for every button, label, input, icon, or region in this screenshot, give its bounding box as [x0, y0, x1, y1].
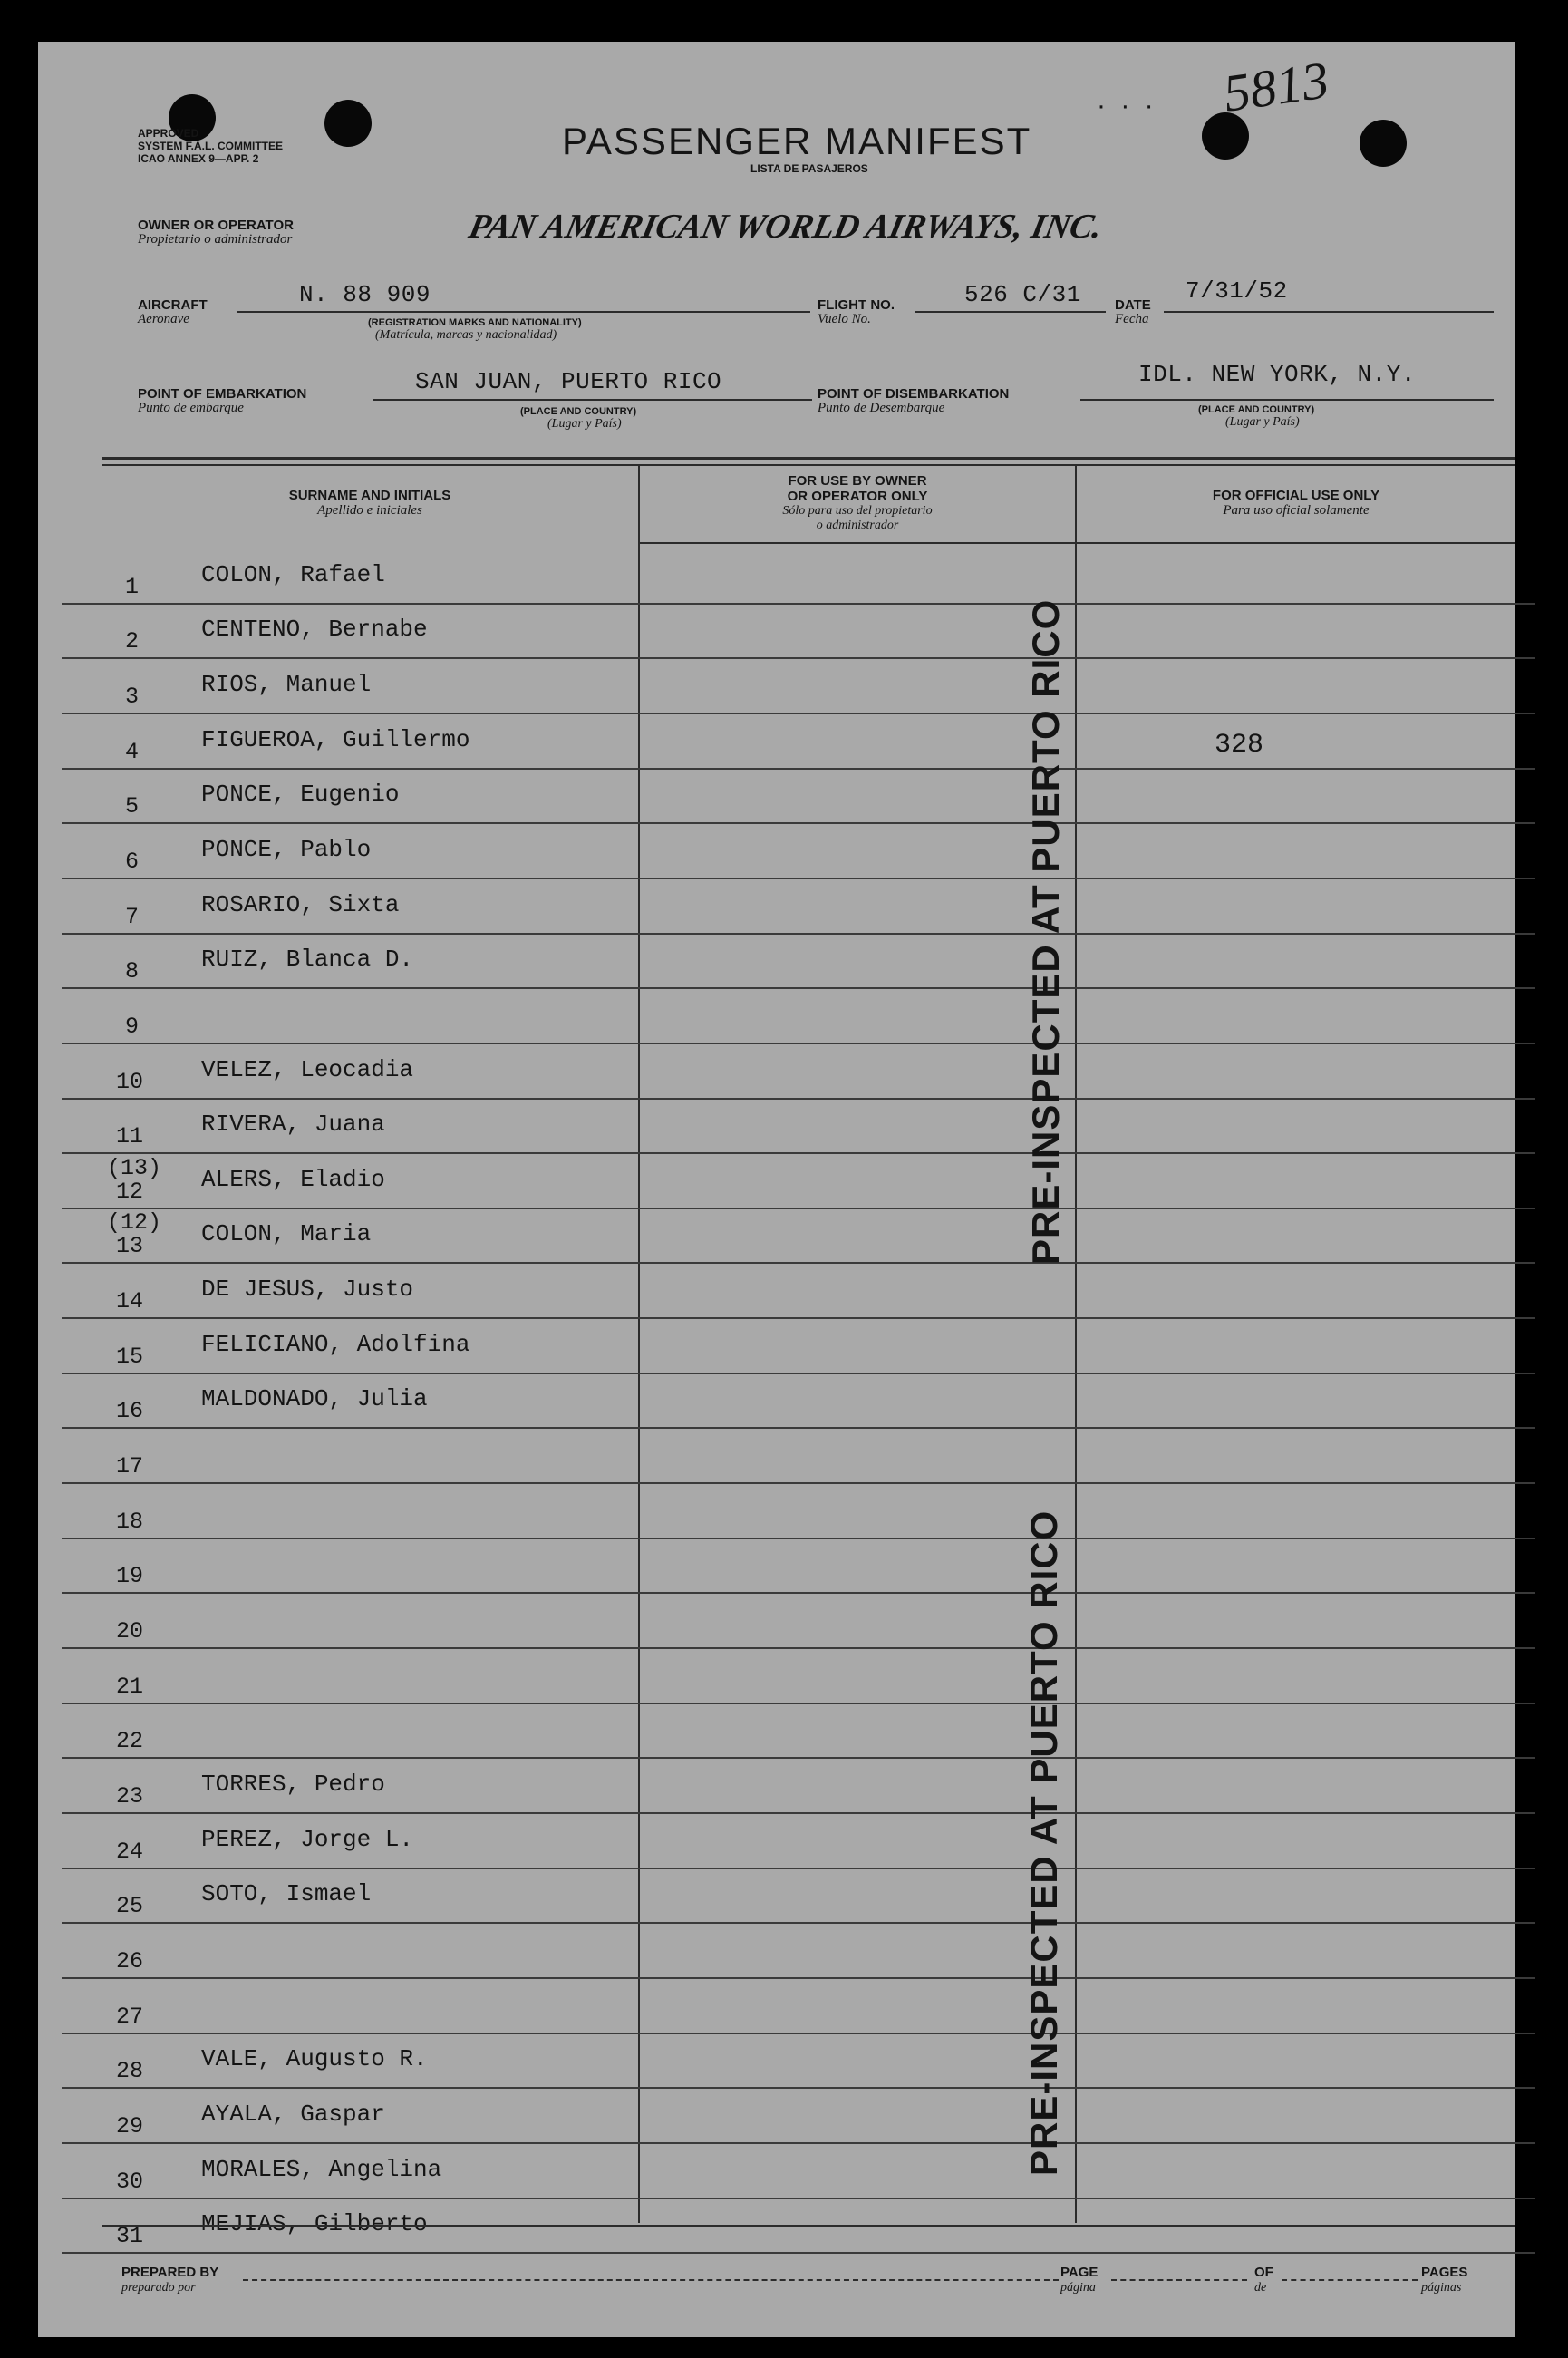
row-rule: [62, 1373, 1535, 1374]
row-number: 31: [116, 2223, 144, 2249]
row-number: 28: [116, 2058, 144, 2084]
row-number: 4: [125, 739, 140, 765]
aircraft-caption: (REGISTRATION MARKS AND NATIONALITY): [368, 317, 582, 328]
punch-hole: [324, 100, 372, 147]
owner-value: PAN AMERICAN WORLD AIRWAYS, INC.: [465, 208, 1107, 246]
date-label-es: Fecha: [1115, 312, 1149, 326]
official-use-value: 328: [1215, 730, 1264, 761]
aircraft-value: N. 88 909: [299, 281, 431, 308]
row-number: 10: [116, 1069, 144, 1095]
approval-line: SYSTEM F.A.L. COMMITTEE: [138, 140, 284, 152]
row-rule: [62, 987, 1535, 989]
col-header-text: FOR USE BY OWNER: [788, 473, 927, 489]
row-rule: [62, 1922, 1535, 1924]
row-rule: [62, 1427, 1535, 1429]
row-rule: [62, 1868, 1535, 1869]
approval-line: ICAO ANNEX 9—APP. 2: [138, 152, 259, 165]
flight-label: FLIGHT NO.: [818, 297, 895, 313]
disembarkation-label: POINT OF DISEMBARKATION: [818, 386, 1010, 402]
footer-prepared-by-es: preparado por: [121, 2281, 196, 2295]
col-header-text: FOR OFFICIAL USE ONLY: [1212, 488, 1380, 503]
footer-prepared-by: PREPARED BY: [121, 2265, 219, 2280]
passenger-name: COLON, Rafael: [201, 561, 385, 588]
row-number: 30: [116, 2169, 144, 2195]
col-header-text-es: Para uso oficial solamente: [1223, 503, 1370, 518]
row-rule: [62, 1703, 1535, 1704]
row-rule: [62, 1262, 1535, 1264]
passenger-name: PONCE, Pablo: [201, 836, 372, 863]
row-number: 9: [125, 1014, 140, 1040]
passenger-name: TORRES, Pedro: [201, 1771, 385, 1798]
owner-label: OWNER OR OPERATOR: [138, 218, 294, 233]
passenger-name: ROSARIO, Sixta: [201, 891, 400, 918]
footer-page-es: página: [1060, 2281, 1096, 2295]
row-number: 22: [116, 1728, 144, 1754]
flight-value: 526 C/31: [964, 281, 1081, 308]
disembarkation-caption: (PLACE AND COUNTRY): [1198, 404, 1315, 415]
row-number: 7: [125, 904, 140, 930]
row-number: 12: [116, 1179, 144, 1205]
row-rule: [62, 1208, 1535, 1209]
punch-hole: [1360, 120, 1407, 167]
passenger-name: RUIZ, Blanca D.: [201, 946, 414, 973]
date-label: DATE: [1115, 297, 1151, 313]
owner-label-es: Propietario o administrador: [138, 232, 293, 247]
passenger-name: PONCE, Eugenio: [201, 781, 400, 808]
passenger-name: RIVERA, Juana: [201, 1111, 385, 1138]
passenger-name: DE JESUS, Justo: [201, 1276, 414, 1303]
row-rule: [62, 2033, 1535, 2034]
row-rule: [62, 1482, 1535, 1484]
approval-line: APPROVED: [138, 127, 199, 140]
passenger-name: AYALA, Gaspar: [201, 2101, 385, 2128]
passenger-name: MORALES, Angelina: [201, 2156, 442, 2183]
col-header-text: SURNAME AND INITIALS: [288, 488, 451, 503]
col-header-owner: [640, 473, 1075, 533]
row-number: 27: [116, 2004, 144, 2030]
row-number: 17: [116, 1453, 144, 1480]
disembarkation-caption-es: (Lugar y País): [1225, 415, 1300, 429]
footer-pages-es: páginas: [1421, 2281, 1462, 2295]
handwritten-file-number: 5813: [1220, 50, 1332, 123]
aircraft-caption-es: (Matrícula, marcas y nacionalidad): [375, 328, 557, 342]
row-number: 24: [116, 1839, 144, 1865]
embarkation-caption-es: (Lugar y País): [547, 417, 622, 431]
row-number: 23: [116, 1783, 144, 1810]
row-number: 18: [116, 1509, 144, 1535]
row-rule: [62, 1538, 1535, 1539]
approval-block: [138, 127, 283, 165]
embarkation-value: SAN JUAN, PUERTO RICO: [415, 368, 722, 395]
row-rule: [62, 603, 1535, 605]
page-subtitle: LISTA DE PASAJEROS: [750, 162, 868, 175]
passenger-name: CENTENO, Bernabe: [201, 616, 428, 643]
passenger-name: ALERS, Eladio: [201, 1166, 385, 1193]
row-number: 19: [116, 1563, 144, 1589]
passenger-name: COLON, Maria: [201, 1220, 372, 1247]
row-number: 5: [125, 793, 140, 820]
row-rule: [62, 2198, 1535, 2199]
passenger-name: SOTO, Ismael: [201, 1880, 372, 1907]
passenger-name: MEJIAS, Gilberto: [201, 2210, 428, 2237]
passenger-name: FELICIANO, Adolfina: [201, 1331, 470, 1358]
passenger-name: VELEZ, Leocadia: [201, 1056, 414, 1083]
disembarkation-value: IDL. NEW YORK, N.Y.: [1138, 361, 1416, 388]
aircraft-label-es: Aeronave: [138, 312, 189, 326]
passenger-name: MALDONADO, Julia: [201, 1385, 428, 1412]
footer-of: OF: [1254, 2265, 1273, 2280]
row-number: 16: [116, 1398, 144, 1424]
row-number: 25: [116, 1893, 144, 1919]
passenger-name: RIOS, Manuel: [201, 671, 372, 698]
aircraft-label: AIRCRAFT: [138, 297, 208, 313]
row-rule: [62, 1647, 1535, 1649]
date-value: 7/31/52: [1186, 277, 1288, 305]
row-rule: [62, 768, 1535, 770]
row-number: 26: [116, 1948, 144, 1975]
passenger-name: VALE, Augusto R.: [201, 2045, 428, 2072]
row-rule: [62, 1098, 1535, 1100]
row-number: 29: [116, 2113, 144, 2140]
col-header-text-es: Sólo para uso del propietario: [782, 504, 933, 518]
row-rule: [62, 878, 1535, 879]
col-header-text-es: o administrador: [816, 519, 899, 532]
col-header-text: OR OPERATOR ONLY: [787, 489, 928, 504]
row-rule: [62, 1977, 1535, 1979]
embarkation-label: POINT OF EMBARKATION: [138, 386, 307, 402]
row-rule: [62, 2087, 1535, 2089]
row-rule: [62, 1152, 1535, 1154]
footer-of-es: de: [1254, 2281, 1267, 2295]
row-rule: [62, 657, 1535, 659]
row-number: 15: [116, 1344, 144, 1370]
row-rule: [62, 1592, 1535, 1594]
row-rule: [62, 1317, 1535, 1319]
row-number: 14: [116, 1288, 144, 1315]
pre-inspected-stamp: PRE-INSPECTED AT PUERTO RICO: [1024, 598, 1067, 1265]
passenger-name: FIGUEROA, Guillermo: [201, 726, 470, 753]
row-rule: [62, 713, 1535, 714]
flight-label-es: Vuelo No.: [818, 312, 871, 326]
disembarkation-label-es: Punto de Desembarque: [818, 401, 945, 415]
row-number: 21: [116, 1674, 144, 1700]
row-number: 20: [116, 1618, 144, 1645]
pre-inspected-stamp: PRE-INSPECTED AT PUERTO RICO: [1022, 1509, 1065, 2176]
row-number: 1: [125, 574, 140, 600]
row-rule: [62, 1757, 1535, 1759]
footer-page: PAGE: [1060, 2265, 1099, 2280]
row-number-correction: (12): [107, 1209, 162, 1236]
embarkation-caption: (PLACE AND COUNTRY): [520, 406, 637, 417]
passenger-name: PEREZ, Jorge L.: [201, 1826, 414, 1853]
row-rule: [62, 2142, 1535, 2144]
page-title: PASSENGER MANIFEST: [562, 120, 1032, 162]
row-rule: [62, 2252, 1535, 2254]
footer-pages: PAGES: [1421, 2265, 1468, 2280]
embarkation-label-es: Punto de embarque: [138, 401, 244, 415]
row-rule: [62, 933, 1535, 935]
row-number: 13: [116, 1233, 144, 1259]
row-number: 6: [125, 849, 140, 875]
col-header-text-es: Apellido e iniciales: [317, 503, 422, 518]
row-number: 11: [116, 1123, 144, 1150]
row-rule: [62, 822, 1535, 824]
col-header-surname: [102, 488, 638, 518]
row-rule: [62, 1812, 1535, 1814]
row-rule: [62, 1043, 1535, 1044]
row-number-correction: (13): [107, 1155, 162, 1181]
row-number: 3: [125, 684, 140, 710]
col-header-official: [1077, 488, 1515, 518]
row-number: 8: [125, 958, 140, 985]
row-number: 2: [125, 628, 140, 655]
dots: · · ·: [1097, 91, 1157, 121]
